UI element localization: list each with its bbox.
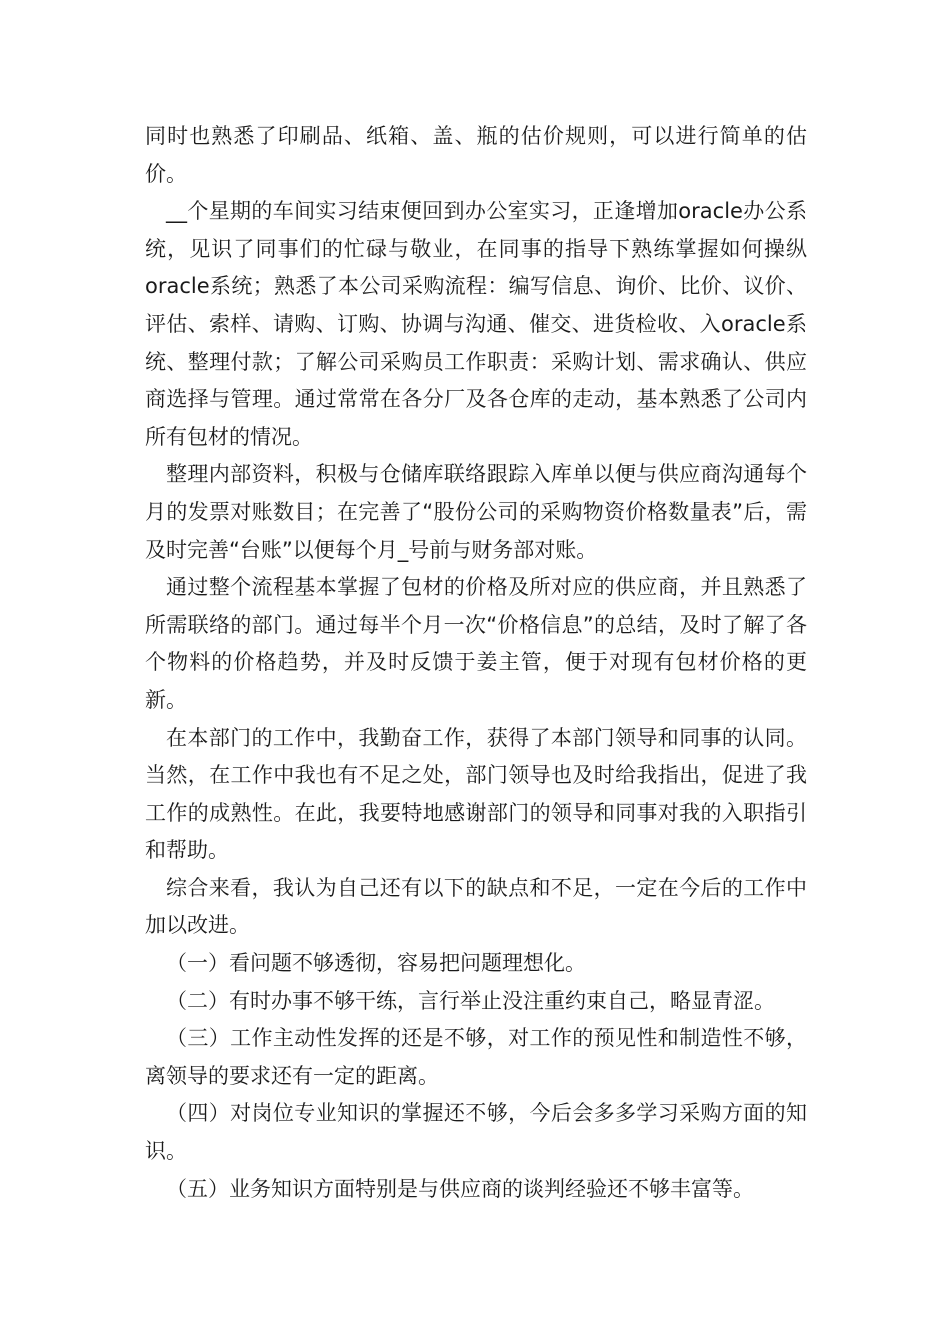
paragraph-internal-materials: 整理内部资料，积极与仓储库联络跟踪入库单以便与供应商沟通每个月的发票对账数目；在完善了“股份公司的采购物资价格数量表”后，需及时完善“台账”以便每个月_号前与财务部对账。 bbox=[145, 462, 807, 562]
paragraph-shortcomings-intro: 综合来看，我认为自己还有以下的缺点和不足，一定在今后的工作中加以改进。 bbox=[145, 875, 807, 938]
paragraph-process-mastery: 通过整个流程基本掌握了包材的价格及所对应的供应商，并且熟悉了所需联络的部门。通过每半个月一次“价格信息”的总结，及时了解了各个物料的价格趋势，并及时反馈于姜主管，便于对现有包材价格的更新。 bbox=[145, 575, 807, 712]
list-item-5: （五）业务知识方面特别是与供应商的谈判经验还不够丰富等。 bbox=[166, 1176, 754, 1201]
list-item-4: （四）对岗位专业知识的掌握还不够，今后会多多学习采购方面的知识。 bbox=[145, 1101, 807, 1164]
list-item-1: （一）看问题不够透彻，容易把问题理想化。 bbox=[166, 951, 586, 976]
list-item-3: （三）工作主动性发挥的还是不够，对工作的预见性和制造性不够，离领导的要求还有一定的距离。 bbox=[145, 1026, 807, 1088]
paragraph-continuation: 同时也熟悉了印刷品、纸箱、盖、瓶的估价规则，可以进行简单的估价。 bbox=[145, 124, 807, 186]
document-body bbox=[145, 118, 807, 1208]
list-item-2: （二）有时办事不够干练，言行举止没注重约束自己，略显青涩。 bbox=[166, 988, 775, 1013]
paragraph-department-work: 在本部门的工作中，我勤奋工作，获得了本部门领导和同事的认同。当然，在工作中我也有不足之处，部门领导也及时给我指出，促进了我工作的成熟性。在此，我要特地感谢部门的领导和同事对我的入职指引和帮助。 bbox=[145, 725, 807, 863]
paragraph-office-internship: __个星期的车间实习结束便回到办公室实习，正逢增加oracle办公系统，见识了同事们的忙碌与敬业，在同事的指导下熟练掌握如何操纵oracle系统；熟悉了本公司采购流程：编写信息、询价、比价、议价、评估、索样、请购、订购、协调与沟通、催交、进货检收、入oracle系统、整理付款；了解公司采购员工作职责：采购计划、需求确认、供应商选择与管理。通过常常在各分厂及各仓库的走动，基本熟悉了公司内所有包材的情况。 bbox=[145, 199, 807, 449]
